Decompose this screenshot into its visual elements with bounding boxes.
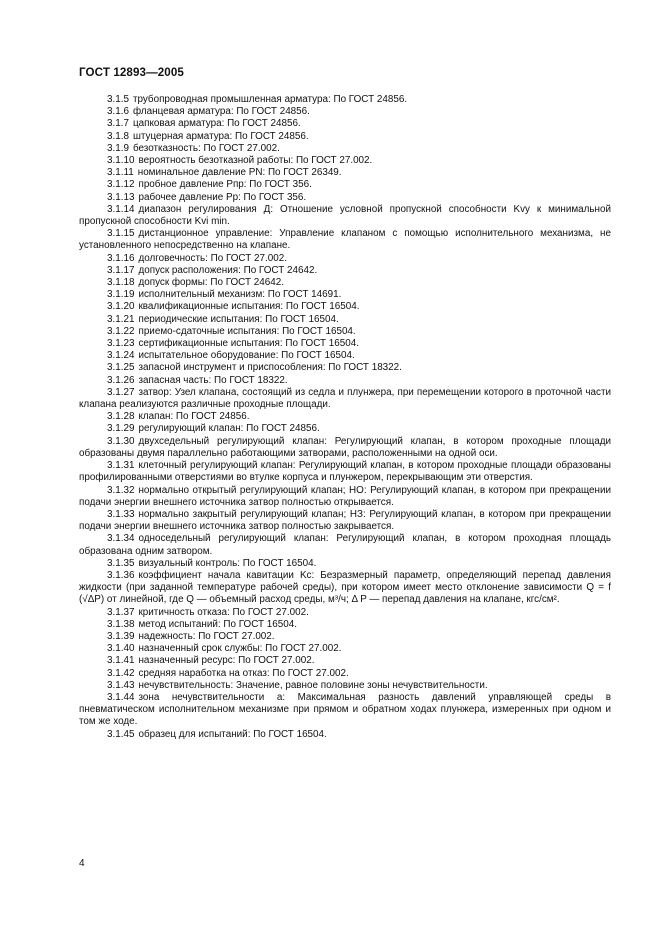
term-item [79, 277, 611, 289]
term-text: регулирующий клапан: По ГОСТ 24856. [138, 423, 320, 435]
term-text: номинальное давление PN: По ГОСТ 26349. [137, 167, 342, 179]
term-item [79, 680, 611, 692]
term-text: затвор: Узел клапана, состоящий из седла и плунжера, при перемещении которого в проточной части клапана реализуются различные проходные площади. [79, 386, 611, 411]
term-number: 3.1.29 [107, 423, 135, 435]
term-text: пробное давление Pпр: По ГОСТ 356. [138, 179, 312, 191]
term-text: квалификационные испытания: По ГОСТ 16504. [138, 301, 360, 313]
term-item [79, 167, 611, 179]
term-item [79, 570, 611, 607]
term-text: вероятность безотказной работы: По ГОСТ 27.002. [138, 155, 373, 167]
term-item [79, 533, 611, 557]
term-number: 3.1.10 [107, 155, 135, 167]
term-number: 3.1.25 [107, 362, 135, 374]
term-item [79, 668, 611, 680]
term-text: метод испытаний: По ГОСТ 16504. [138, 618, 297, 630]
term-text: нормально открытый регулирующий клапан; НО: Регулирующий клапан, в котором при прекращении подачи энергии внешнего источника затвор полностью открывается. [79, 484, 611, 508]
term-text: испытательное оборудование: По ГОСТ 16504. [138, 350, 355, 362]
term-text: допуск расположения: По ГОСТ 24642. [138, 264, 318, 276]
term-text: односедельный регулирующий клапан: Регулирующий клапан, в котором проходная площадь образована одним затвором. [79, 533, 611, 557]
term-text: сертификационные испытания: По ГОСТ 16504. [138, 338, 359, 350]
term-item [79, 106, 611, 118]
term-number: 3.1.32 [107, 484, 135, 496]
page-number: 4 [79, 858, 85, 869]
term-text: зона нечувствительности a: Максимальная разность давлений управляющей среды в пневматическом исполнительном механизме при прямом и обратном ходах плунжера, измеренных при одном и том же ходе. [79, 691, 611, 728]
term-item [79, 607, 611, 619]
term-item [79, 118, 611, 130]
term-item [79, 338, 611, 350]
term-item [79, 485, 611, 509]
term-number: 3.1.42 [107, 667, 135, 679]
term-item [79, 631, 611, 643]
term-item [79, 387, 611, 411]
term-item [79, 143, 611, 155]
term-number: 3.1.41 [107, 655, 135, 667]
term-number: 3.1.43 [107, 679, 135, 691]
term-item [79, 436, 611, 460]
term-text: назначенный ресурс: По ГОСТ 27.002. [138, 655, 315, 667]
term-number: 3.1.22 [107, 325, 135, 337]
term-number: 3.1.27 [107, 386, 135, 398]
term-number: 3.1.44 [107, 691, 135, 703]
term-item [79, 375, 611, 387]
term-number: 3.1.23 [107, 338, 135, 350]
term-item [79, 326, 611, 338]
term-text: образец для испытаний: По ГОСТ 16504. [138, 728, 327, 740]
term-item [79, 289, 611, 301]
term-number: 3.1.14 [107, 203, 135, 215]
term-text: визуальный контроль: По ГОСТ 16504. [138, 557, 317, 569]
term-number: 3.1.8 [107, 130, 129, 142]
term-number: 3.1.6 [107, 106, 129, 118]
term-item [79, 265, 611, 277]
term-number: 3.1.36 [107, 569, 135, 581]
term-item [79, 301, 611, 313]
term-number: 3.1.38 [107, 618, 135, 630]
term-item [79, 692, 611, 729]
term-item [79, 179, 611, 191]
term-item [79, 314, 611, 326]
term-text: фланцевая арматура: По ГОСТ 24856. [132, 106, 310, 118]
term-number: 3.1.15 [107, 228, 135, 240]
term-number: 3.1.17 [107, 264, 135, 276]
term-item [79, 643, 611, 655]
term-text: коэффициент начала кавитации Kc: Безразмерный параметр, определяющий перепад давления жидкости (при заданной температуре рабочей среды), при котором имеет место отклонение зависимости Q = f (√ΔP) от линейной, где Q — объемный расход среды, м³/ч; Δ P — перепад давления на клапане, кгс/см². [79, 569, 611, 606]
term-number: 3.1.34 [107, 533, 135, 545]
term-item [79, 509, 611, 533]
term-text: штуцерная арматура: По ГОСТ 24856. [132, 130, 309, 142]
term-number: 3.1.26 [107, 374, 135, 386]
term-text: нечувствительность: Значение, равное половине зоны нечувствительности. [138, 679, 488, 691]
term-item [79, 460, 611, 484]
term-text: надежность: По ГОСТ 27.002. [138, 630, 275, 642]
term-item [79, 619, 611, 631]
term-text: двухседельный регулирующий клапан: Регулирующий клапан, в котором проходные площади образованы двумя параллельно работающими затворами, расположенными на одной оси. [79, 435, 611, 459]
terms-list [79, 94, 611, 741]
term-number: 3.1.11 [107, 167, 134, 179]
term-number: 3.1.28 [107, 411, 135, 423]
term-number: 3.1.31 [107, 460, 135, 472]
term-number: 3.1.13 [107, 191, 135, 203]
term-text: критичность отказа: По ГОСТ 27.002. [138, 606, 309, 618]
term-number: 3.1.7 [107, 118, 129, 130]
term-item [79, 204, 611, 228]
term-number: 3.1.19 [107, 289, 135, 301]
term-number: 3.1.30 [107, 435, 135, 447]
term-item [79, 155, 611, 167]
term-text: клапан: По ГОСТ 24856. [138, 411, 250, 423]
term-text: запасной инструмент и приспособления: По ГОСТ 18322. [138, 362, 402, 374]
term-text: клеточный регулирующий клапан: Регулирующий клапан, в котором проходные площади образованы профилированными отверстиями во втулке корпуса и плунжером, перекрывающим эти отверстия. [79, 460, 611, 484]
term-number: 3.1.40 [107, 643, 135, 655]
term-item [79, 655, 611, 667]
term-text: назначенный срок службы: По ГОСТ 27.002. [138, 643, 342, 655]
term-number: 3.1.24 [107, 350, 135, 362]
term-number: 3.1.20 [107, 301, 135, 313]
term-text: периодические испытания: По ГОСТ 16504. [138, 313, 339, 325]
term-number: 3.1.9 [107, 142, 129, 154]
term-item [79, 192, 611, 204]
term-number: 3.1.35 [107, 557, 135, 569]
term-number: 3.1.37 [107, 606, 135, 618]
document-header: ГОСТ 12893—2005 [79, 66, 184, 79]
term-item [79, 350, 611, 362]
term-text: дистанционное управление: Управление клапаном с помощью исполнительного механизма, не установленного непосредственно на клапане. [79, 228, 611, 252]
term-text: приемо-сдаточные испытания: По ГОСТ 16504. [138, 325, 356, 337]
term-item [79, 94, 611, 106]
term-text: допуск формы: По ГОСТ 24642. [138, 277, 284, 289]
term-text: долговечность: По ГОСТ 27.002. [138, 252, 287, 264]
term-text: запасная часть: По ГОСТ 18322. [138, 374, 288, 386]
term-number: 3.1.16 [107, 252, 135, 264]
term-item [79, 729, 611, 741]
term-number: 3.1.18 [107, 277, 135, 289]
term-number: 3.1.12 [107, 179, 135, 191]
term-text: исполнительный механизм: По ГОСТ 14691. [138, 289, 342, 301]
term-item [79, 253, 611, 265]
term-text: трубопроводная промышленная арматура: По ГОСТ 24856. [132, 94, 408, 105]
term-number: 3.1.33 [107, 508, 135, 520]
term-number: 3.1.21 [107, 313, 135, 325]
term-number: 3.1.5 [107, 94, 129, 105]
term-item [79, 228, 611, 252]
term-text: цапковая арматура: По ГОСТ 24856. [132, 118, 301, 130]
term-item [79, 411, 611, 423]
term-item [79, 362, 611, 374]
term-item [79, 131, 611, 143]
term-text: средняя наработка на отказ: По ГОСТ 27.002. [138, 667, 349, 679]
term-text: нормально закрытый регулирующий клапан; НЗ: Регулирующий клапан, в котором при прекращении подачи энергии внешнего источника затвор полностью закрывается. [79, 508, 611, 533]
term-text: диапазон регулирования Д: Отношение условной пропускной способности Kvy к минимальной пропускной способности Kvi min. [79, 203, 611, 228]
term-number: 3.1.39 [107, 630, 135, 642]
term-text: безотказность: По ГОСТ 27.002. [132, 142, 280, 154]
term-item [79, 423, 611, 435]
term-item [79, 558, 611, 570]
term-number: 3.1.45 [107, 728, 135, 740]
term-text: рабочее давление Pp: По ГОСТ 356. [138, 191, 307, 203]
